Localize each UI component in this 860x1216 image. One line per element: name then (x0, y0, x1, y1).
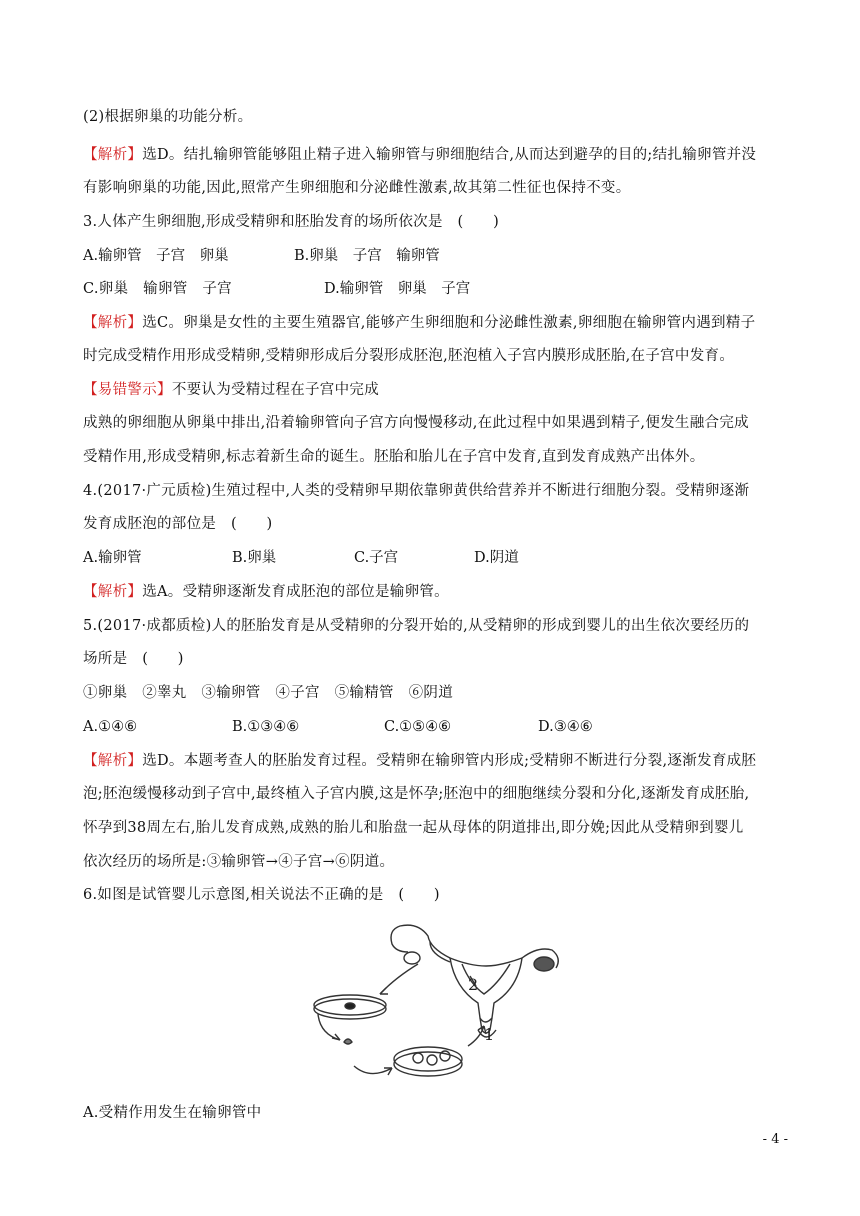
analysis-line: 【解析】选A。受精卵逐渐发育成胚泡的部位是输卵管。 (83, 584, 449, 600)
droplet-icon (344, 1039, 352, 1044)
text-line: (2)根据卵巢的功能分析。 (83, 109, 253, 125)
uterus-outline (450, 958, 522, 1022)
text-line: ①卵巢 ②睾丸 ③输卵管 ④子宫 ⑤输精管 ⑥阴道 (83, 685, 453, 701)
option-q5-b: B.①③④⑥ (232, 719, 300, 735)
label-2: 2 (468, 975, 479, 994)
left-ovary-icon (404, 952, 420, 964)
label-1: 1 (484, 1025, 495, 1044)
text-line: 发育成胚泡的部位是 ( ) (83, 516, 273, 532)
option-q3-a: A.输卵管 子宫 卵巢 (83, 248, 229, 264)
text-line: 场所是 ( ) (83, 651, 184, 667)
option-q6-a: A.受精作用发生在输卵管中 (83, 1105, 262, 1121)
option-q4-d: D.阴道 (474, 550, 519, 566)
analysis-line: 【解析】选D。本题考查人的胚胎发育过程。受精卵在输卵管内形成;受精卵不断进行分裂,逐渐发育成胚 (83, 753, 757, 769)
text-line: 成熟的卵细胞从卵巢中排出,沿着输卵管向子宫方向慢慢移动,在此过程中如果遇到精子,便发生融合完成 (83, 415, 749, 431)
option-q5-c: C.①⑤④⑥ (384, 719, 452, 735)
text-line: 受精作用,形成受精卵,标志着新生命的诞生。胚胎和胎儿在子宫中发育,直到发育成熟产出体外。 (83, 449, 705, 465)
warning-line: 【易错警示】不要认为受精过程在子宫中完成 (83, 382, 380, 398)
option-q4-c: C.子宫 (354, 550, 399, 566)
question-3: 3.人体产生卵细胞,形成受精卵和胚胎发育的场所依次是 ( ) (83, 214, 500, 230)
option-q3-d: D.输卵管 卵巢 子宫 (324, 281, 471, 297)
option-q5-d: D.③④⑥ (538, 719, 593, 735)
analysis-line: 【解析】选C。卵巢是女性的主要生殖器官,能够产生卵细胞和分泌雌性激素,卵细胞在输卵管内遇到精子 (83, 315, 756, 331)
option-q4-a: A.输卵管 (83, 550, 142, 566)
text-line: 时完成受精作用形成受精卵,受精卵形成后分裂形成胚泡,胚泡植入子宫内膜形成胚胎,在子宫中发育。 (83, 348, 735, 364)
arrow-ovary-to-dish (380, 964, 418, 994)
analysis-tag: 【解析】 (83, 584, 143, 600)
analysis-tag: 【解析】 (83, 315, 143, 331)
question-6: 6.如图是试管婴儿示意图,相关说法不正确的是 ( ) (83, 887, 440, 903)
analysis-line: 【解析】选D。结扎输卵管能够阻止精子进入输卵管与卵细胞结合,从而达到避孕的目的;结扎输卵管并没 (83, 147, 757, 163)
text-line: 怀孕到38周左右,胎儿发育成熟,成熟的胎儿和胎盘一起从母体的阴道排出,即分娩;因此从受精卵到婴儿 (83, 820, 744, 836)
text-line: 有影响卵巢的功能,因此,照常产生卵细胞和分泌雌性激素,故其第二性征也保持不变。 (83, 180, 631, 196)
option-q3-b: B.卵巢 子宫 输卵管 (294, 248, 440, 264)
text-line: 依次经历的场所是:③输卵管→④子宫→⑥阴道。 (83, 854, 395, 870)
question-5: 5.(2017·成都质检)人的胚胎发育是从受精卵的分裂开始的,从受精卵的形成到婴儿的出生依次要经历的 (83, 618, 750, 634)
page-number: - 4 - (762, 1132, 788, 1147)
option-q3-c: C.卵巢 输卵管 子宫 (83, 281, 232, 297)
option-q5-a: A.①④⑥ (83, 719, 138, 735)
analysis-tag: 【解析】 (83, 147, 143, 163)
analysis-tag: 【解析】 (83, 753, 143, 769)
left-fallopian-tube (391, 925, 450, 958)
arrow-droplet-to-dish (354, 1066, 392, 1074)
embryo-icon (413, 1053, 423, 1063)
warning-tag: 【易错警示】 (83, 382, 172, 398)
option-q4-b: B.卵巢 (232, 550, 277, 566)
text-line: 泡;胚泡缓慢移动到子宫中,最终植入子宫内膜,这是怀孕;胚泡中的细胞继续分裂和分化,逐渐发育成胚胎, (83, 786, 750, 802)
petri-dish-2 (394, 1047, 462, 1071)
question-4: 4.(2017·广元质检)生殖过程中,人类的受精卵早期依靠卵黄供给营养并不断进行细胞分裂。受精卵逐渐 (83, 483, 750, 499)
right-ovary-icon (534, 957, 554, 971)
ivf-diagram (300, 918, 570, 1090)
